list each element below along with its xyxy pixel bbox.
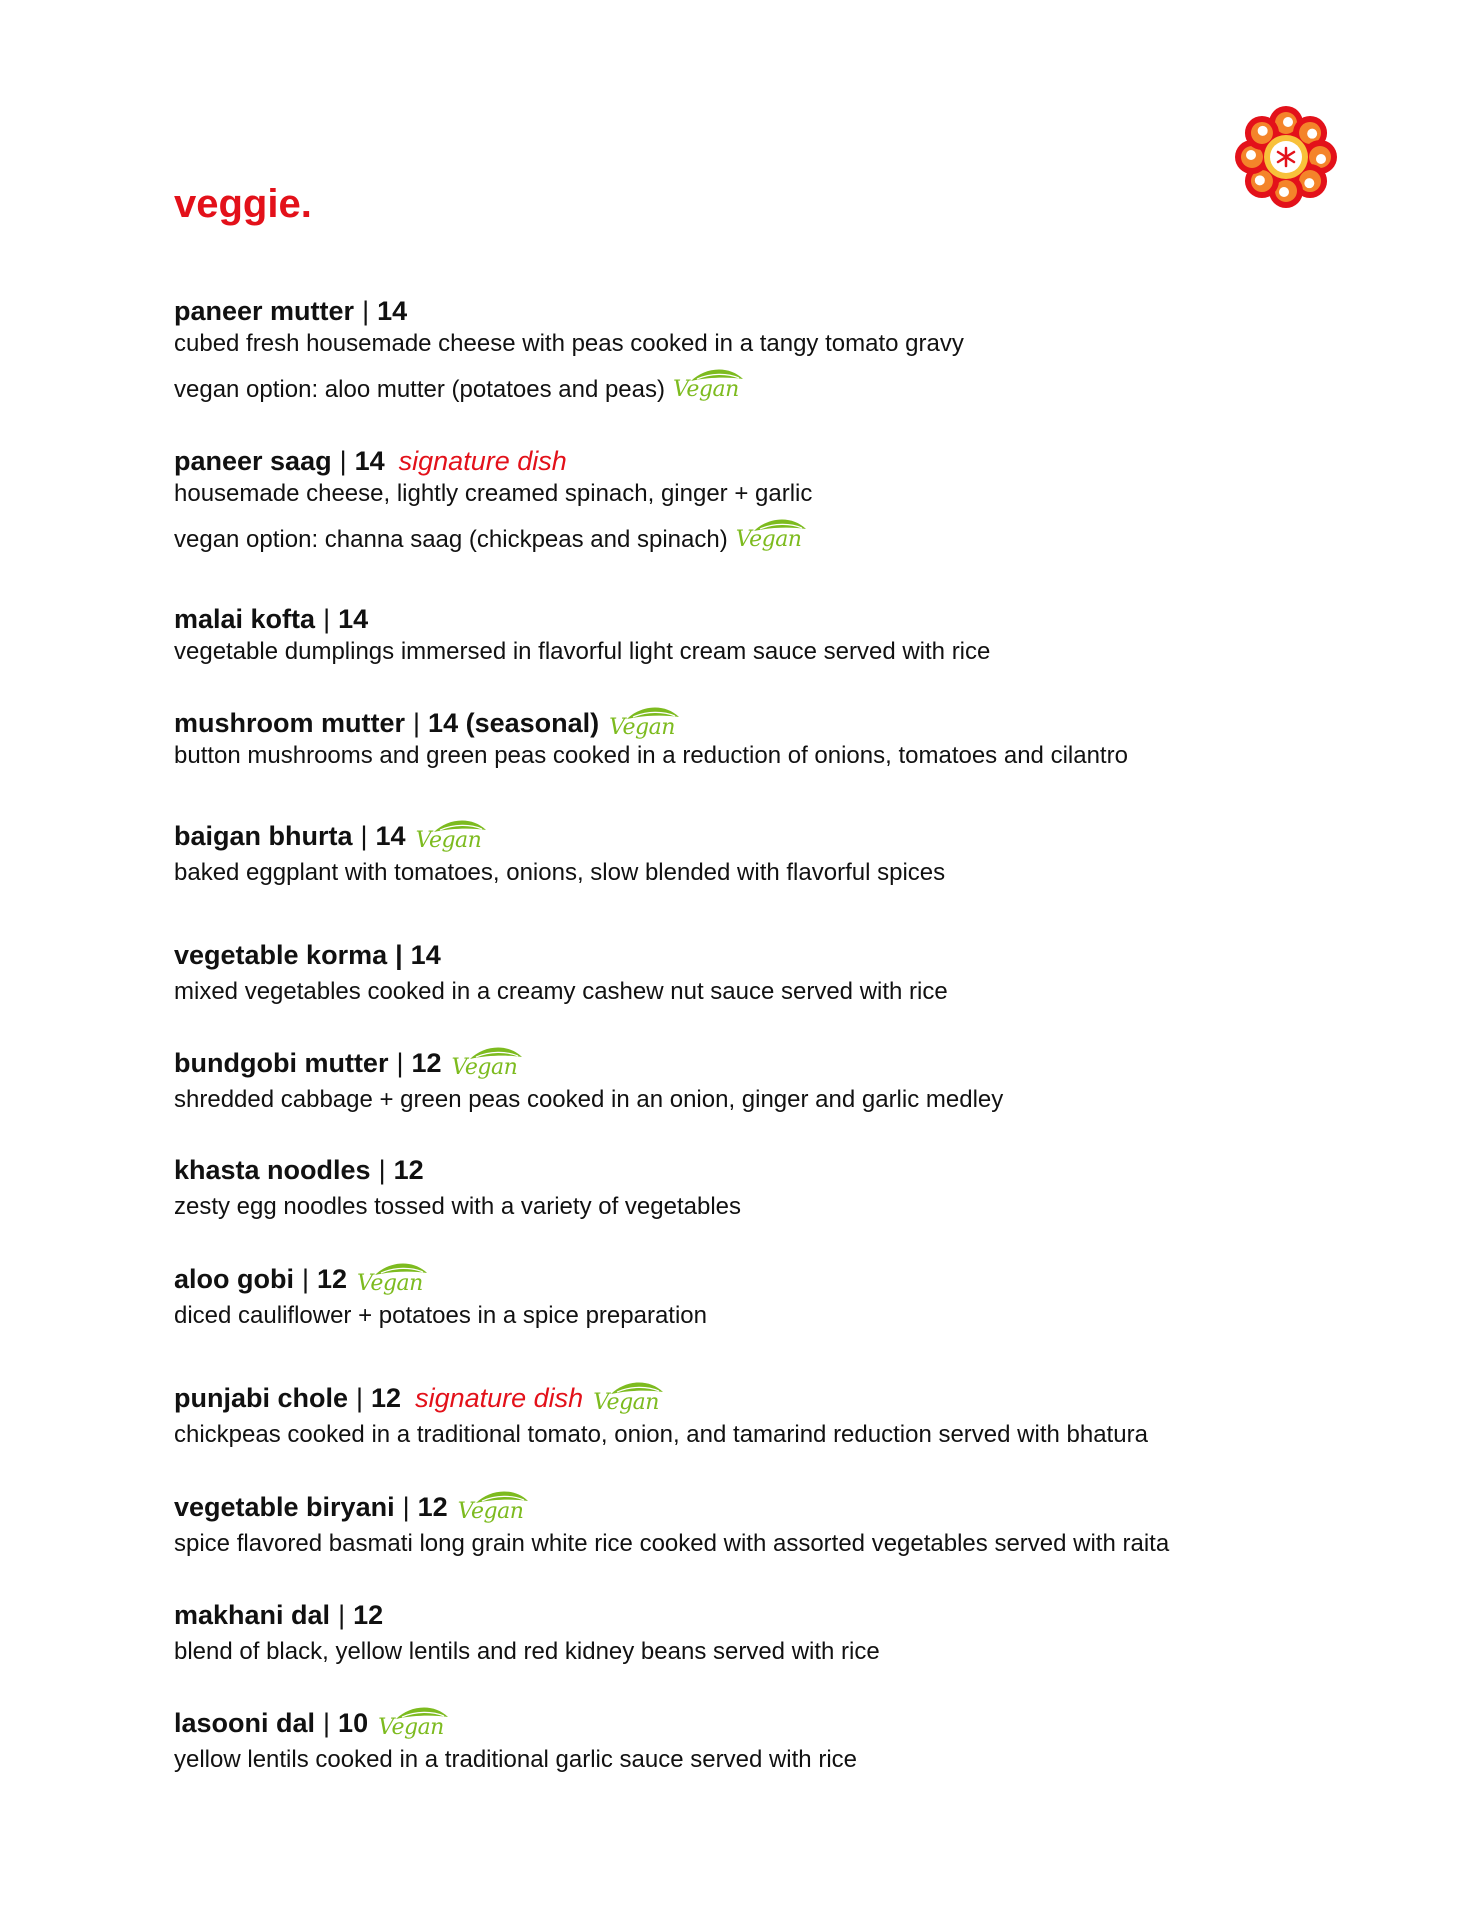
item-description: zesty egg noodles tossed with a variety of vegetables xyxy=(174,1193,741,1220)
item-price: 12 xyxy=(393,1155,424,1185)
vegan-option-line xyxy=(174,367,1404,405)
item-heading: punjabi chole | 12 signature dish Vegan xyxy=(174,1380,1404,1416)
item-description: shredded cabbage + green peas cooked in an onion, ginger and garlic medley xyxy=(174,1086,1004,1113)
item-price: 14 (seasonal) xyxy=(428,708,600,738)
item-description: mixed vegetables cooked in a creamy cashew nut sauce served with rice xyxy=(174,978,948,1005)
vegan-badge-icon xyxy=(607,705,681,741)
flower-logo-icon xyxy=(1231,102,1341,212)
item-price: 14 xyxy=(375,821,406,851)
item-name: makhani dal xyxy=(174,1600,331,1630)
item-name: vegetable korma xyxy=(174,940,388,970)
item-heading: paneer mutter | 14 xyxy=(174,293,1404,329)
item-price: 14 xyxy=(410,940,441,970)
vegan-badge-text: Vegan xyxy=(357,1271,423,1296)
menu-item xyxy=(174,1152,1404,1222)
item-name: paneer saag xyxy=(174,446,332,476)
section-title: veggie. xyxy=(174,182,312,226)
item-heading: lasooni dal | 10 Vegan xyxy=(174,1705,1404,1741)
vegan-badge-text: Vegan xyxy=(378,1715,444,1740)
item-name: baigan bhurta xyxy=(174,821,353,851)
item-description: baked eggplant with tomatoes, onions, slow blended with flavorful spices xyxy=(174,859,946,886)
menu-item xyxy=(174,1261,1404,1331)
item-name: bundgobi mutter xyxy=(174,1048,389,1078)
item-description: cubed fresh housemade cheese with peas cooked in a tangy tomato gravy xyxy=(174,330,964,357)
vegan-option: vegan option: channa saag (chickpeas and spinach) xyxy=(174,526,728,553)
item-name: malai kofta xyxy=(174,604,316,634)
menu-item xyxy=(174,1705,1404,1775)
item-heading: aloo gobi | 12 Vegan xyxy=(174,1261,1404,1297)
menu-item xyxy=(174,818,1404,888)
item-heading: khasta noodles | 12 xyxy=(174,1152,1404,1188)
item-description: diced cauliflower + potatoes in a spice preparation xyxy=(174,1302,707,1329)
vegan-badge-text: Vegan xyxy=(451,1055,518,1080)
item-heading: malai kofta | 14 xyxy=(174,601,1404,637)
menu-item xyxy=(174,443,1404,555)
item-heading: vegetable korma | 14 xyxy=(174,937,1404,973)
vegan-badge-text: Vegan xyxy=(673,377,739,402)
item-heading: makhani dal | 12 xyxy=(174,1597,1404,1633)
vegan-badge-icon xyxy=(734,517,808,553)
item-price: 14 xyxy=(338,604,369,634)
item-name: lasooni dal xyxy=(174,1708,316,1738)
menu-item xyxy=(174,293,1404,405)
menu-item xyxy=(174,937,1404,1007)
item-name: aloo gobi xyxy=(174,1264,294,1294)
item-name: punjabi chole xyxy=(174,1383,349,1413)
menu-item xyxy=(174,1045,1404,1115)
vegan-badge-icon xyxy=(450,1045,524,1081)
menu-item xyxy=(174,1380,1404,1450)
item-price: 14 xyxy=(354,446,385,476)
item-price: 14 xyxy=(377,296,408,326)
vegan-option: vegan option: aloo mutter (potatoes and peas) xyxy=(174,376,665,403)
item-name: khasta noodles xyxy=(174,1155,371,1185)
signature-dish-label: signature dish xyxy=(415,1383,584,1413)
item-description: chickpeas cooked in a traditional tomato, onion, and tamarind reduction served with bhatura xyxy=(174,1421,1148,1448)
item-heading: mushroom mutter | 14 (seasonal) Vegan xyxy=(174,705,1404,741)
item-price: 12 xyxy=(353,1600,384,1630)
item-heading: baigan bhurta | 14 Vegan xyxy=(174,818,1404,854)
vegan-badge-icon xyxy=(671,367,745,403)
vegan-option-line xyxy=(174,517,1404,555)
item-name: paneer mutter xyxy=(174,296,355,326)
item-description: vegetable dumplings immersed in flavorful light cream sauce served with rice xyxy=(174,638,991,665)
item-price: 12 xyxy=(417,1492,448,1522)
vegan-badge-icon xyxy=(355,1261,429,1297)
vegan-badge-text: Vegan xyxy=(457,1499,524,1524)
vegan-badge-icon xyxy=(414,818,488,854)
menu-item xyxy=(174,1489,1404,1559)
item-heading: vegetable biryani | 12 Vegan xyxy=(174,1489,1404,1525)
item-price: 12 xyxy=(411,1048,442,1078)
vegan-badge-text: Vegan xyxy=(415,828,482,853)
item-description: housemade cheese, lightly creamed spinach, ginger + garlic xyxy=(174,480,813,507)
vegan-badge-icon xyxy=(591,1380,665,1416)
item-description: spice flavored basmati long grain white rice cooked with assorted vegetables served with raita xyxy=(174,1530,1170,1557)
item-description: yellow lentils cooked in a traditional garlic sauce served with rice xyxy=(174,1746,857,1773)
item-heading: paneer saag | 14 signature dish xyxy=(174,443,1404,479)
vegan-badge-text: Vegan xyxy=(735,527,802,552)
item-description: button mushrooms and green peas cooked in a reduction of onions, tomatoes and cilantro xyxy=(174,742,1128,769)
menu-item xyxy=(174,705,1404,771)
vegan-badge-icon xyxy=(456,1489,530,1525)
item-price: 10 xyxy=(338,1708,369,1738)
item-price: 12 xyxy=(371,1383,402,1413)
signature-dish-label: signature dish xyxy=(398,446,567,476)
item-description: blend of black, yellow lentils and red kidney beans served with rice xyxy=(174,1638,880,1665)
menu-item xyxy=(174,1597,1404,1667)
item-name: mushroom mutter xyxy=(174,708,406,738)
item-name: vegetable biryani xyxy=(174,1492,395,1522)
vegan-badge-text: Vegan xyxy=(593,1390,659,1415)
vegan-badge-icon xyxy=(376,1705,450,1741)
menu-item xyxy=(174,601,1404,667)
item-heading: bundgobi mutter | 12 Vegan xyxy=(174,1045,1404,1081)
item-price: 12 xyxy=(317,1264,348,1294)
vegan-badge-text: Vegan xyxy=(609,715,675,740)
